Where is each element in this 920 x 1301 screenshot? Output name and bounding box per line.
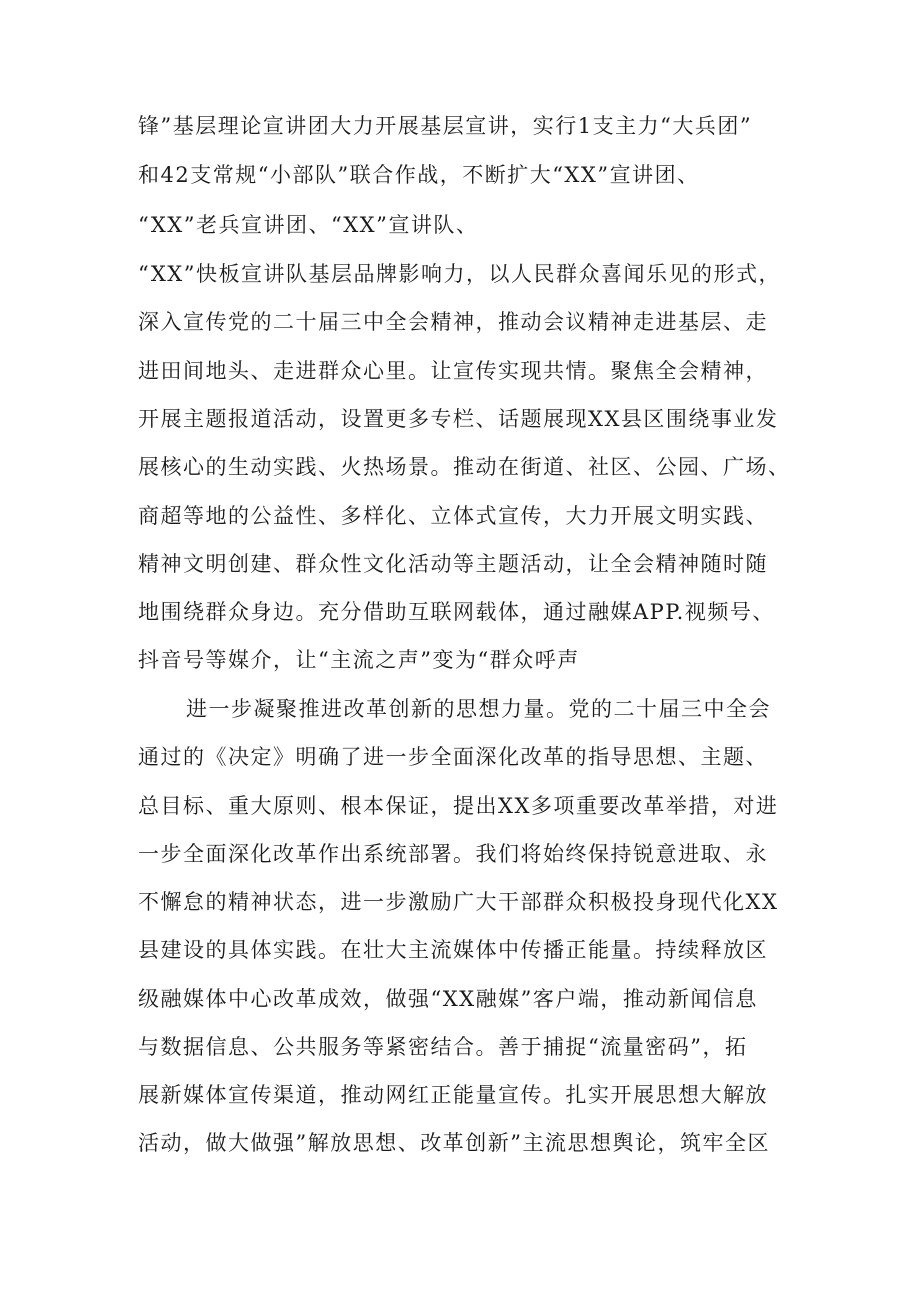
text-line: 展新媒体宣传渠道，推动网红正能量宣传。扎实开展思想大解放 bbox=[138, 1083, 768, 1107]
text-line: 地围绕群众身边。充分借助互联网载体，通过融媒APP.视频号、 bbox=[138, 600, 775, 624]
text-line: “XX”老兵宣讲团、“XX”宣讲队、 bbox=[138, 213, 479, 237]
text-line: 通过的《决定》明确了进一步全面深化改革的指导思想、主题、 bbox=[138, 745, 768, 769]
text-line: 抖音号等媒介，让“主流之声”变为“群众呼声 bbox=[138, 648, 580, 672]
text-line: 一步全面深化改革作出系统部署。我们将始终保持锐意进取、永 bbox=[138, 842, 768, 866]
text-line: “XX”快板宣讲队基层品牌影响力，以人民群众喜闻乐见的形式， bbox=[138, 262, 781, 286]
text-line: 与数据信息、公共服务等紧密结合。善于捕捉“流量密码”，拓 bbox=[138, 1035, 748, 1059]
text-line: 活动，做大做强”解放思想、改革创新”主流思想舆论，筑牢全区 bbox=[138, 1131, 770, 1155]
text-line: 级融媒体中心改革成效，做强“XX融媒”客户端，推动新闻信息 bbox=[138, 987, 758, 1011]
text-line: 锋”基层理论宣讲团大力开展基层宣讲，实行1支主力“大兵团” bbox=[138, 114, 753, 138]
text-line: 和42支常规“小部队”联合作战，不断扩大“XX”宣讲团、 bbox=[138, 163, 700, 187]
text-line: 进田间地头、走进群众心里。让宣传实现共情。聚焦全会精神， bbox=[138, 359, 768, 383]
text-line: 精神文明创建、群众性文化活动等主题活动，让全会精神随时随 bbox=[138, 552, 768, 576]
text-line: 开展主题报道活动，设置更多专栏、话题展现XX县区围绕事业发 bbox=[138, 407, 779, 431]
text-line: 展核心的生动实践、火热场景。推动在街道、社区、公园、广场、 bbox=[138, 455, 791, 479]
text-line: 总目标、重大原则、根本保证，提出XX多项重要改革举措，对进 bbox=[138, 794, 779, 818]
text-line: 不懈怠的精神状态，进一步激励广大干部群众积极投身现代化XX bbox=[138, 890, 779, 914]
paragraph-first-line: 进一步凝聚推进改革创新的思想力量。党的二十届三中全会 bbox=[186, 697, 771, 721]
text-line: 商超等地的公益性、多样化、立体式宣传，大力开展文明实践、 bbox=[138, 504, 768, 528]
text-line: 县建设的具体实践。在壮大主流媒体中传播正能量。持续释放区 bbox=[138, 938, 768, 962]
text-line: 深入宣传党的二十届三中全会精神，推动会议精神走进基层、走 bbox=[138, 310, 768, 334]
